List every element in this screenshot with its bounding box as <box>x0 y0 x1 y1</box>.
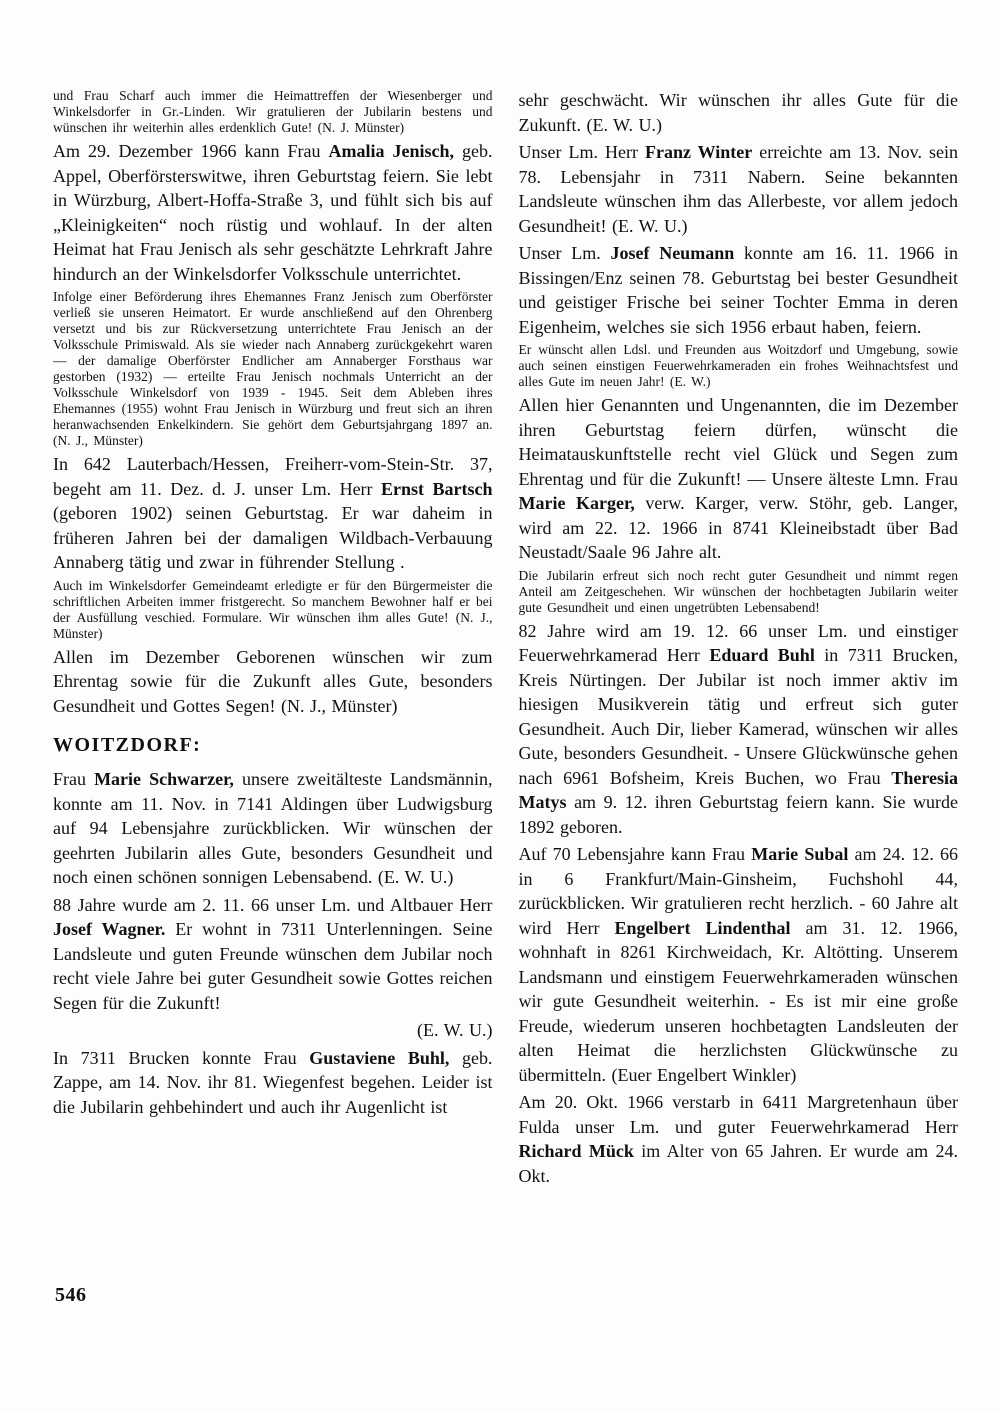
text-segment: In 642 Lauterbach/Hessen, Freiherr-vom-Stein-Str. 37, begeht am 11. Dez. d. J. unser Lm. Herr <box>53 454 493 499</box>
text-segment: Unser Lm. Herr <box>518 142 645 162</box>
paragraph <box>519 241 959 339</box>
text-segment: geb. Zappe, am 14. Nov. ihr 81. Wiegenfest begehen. Leider ist die Jubilarin gehbehindert und auch ihr Augenlicht ist <box>53 1047 493 1117</box>
paragraph <box>519 619 959 840</box>
text-segment: Allen hier Genannten und Ungenannten, die im Dezember ihren Geburtstag feiern dürfen, wünscht die Heimatauskunftstelle recht viel Glück und Segen zum Ehrentag und für die Zukunft! — Unsere älteste Lmn. Frau <box>518 395 958 489</box>
text-segment: Er wünscht allen Ldsl. und Freunden aus Woitzdorf und Umgebung, sowie auch seinen einstigen Feuerwehrkameraden ein frohes Weihnachtsfest und alles Gute im neuen Jahr! (E. W.) <box>518 342 958 389</box>
emphasized-name: Ernst Bartsch <box>381 478 493 499</box>
emphasized-name: Richard Mück <box>518 1141 634 1161</box>
emphasized-name: Engelbert Lindenthal <box>614 917 791 938</box>
text-segment: Am 20. Okt. 1966 verstarb in 6411 Margretenhaun über Fulda unser Lm. und guter Feuerwehrkamerad Herr <box>518 1092 958 1137</box>
text-segment: Infolge einer Beförderung ihres Ehemannes Franz Jenisch zum Oberförster verließ sie unseren Heimatort. Er wurde anschließend auf den Ohrenberg versetzt und bis zur Rückversetzung unterrichtete Frau Jenisch an der Volksschule Primiswald. Als sie wieder nach Annaberg zurückgekehrt waren — der damalige Oberförster Endlicher am Annaberger Forsthaus war gestorben (1932) — erteilte Frau Jenisch nochmals Unterricht an der Volksschule Winkelsdorf von 1939 - 1945. Seit dem Ableben ihres Ehemannes (1955) wohnt Frau Jenisch in Würzburg und freut sich an ihren heranwachsenden Enkelkindern. Sie gehört dem Geburtsjahrgang 1897 an. (N. J., Münster) <box>53 289 493 448</box>
text-columns <box>53 88 958 1278</box>
text-segment: Frau <box>53 769 95 789</box>
text-segment: Er wohnt in 7311 Unterlenningen. Seine Landsleute und guten Freunde wünschen dem Jubilar noch recht viele Jahre bei guter Gesundheit sowie Gottes reichen Segen für die Zukunft! <box>53 919 493 1013</box>
paragraph <box>519 393 959 565</box>
paragraph <box>53 289 493 449</box>
emphasized-name: Franz Winter <box>644 142 753 162</box>
paragraph <box>519 568 959 616</box>
text-segment: Auf 70 Lebensjahre kann Frau <box>518 844 752 864</box>
text-segment: unsere zweitälteste Landsmännin, konnte am 11. Nov. in 7141 Aldingen über Ludwigsburg auf 94 Lebensjahre zurückblicken. Wir wünschen der geehrten Jubilarin alles Gute, besonders Gesundheit und noch einen schönen sonnigen Lebensabend. (E. W. U.) <box>53 769 493 887</box>
text-segment: geb. Appel, Oberförsterswitwe, ihren Geburtstag feiern. Sie lebt in Würzburg, Albert-Hoffa-Straße 3, und fühlt sich bis auf „Kleinigkeiten“ noch rüstig und wohlauf. In der alten Heimat hat Frau Jenisch als sehr geschätzte Lehrkraft Jahre hindurch an der Winkelsdorfer Volksschule unterrichtet. <box>53 141 493 284</box>
paragraph <box>519 842 959 1087</box>
emphasized-name: Eduard Buhl <box>709 645 815 665</box>
text-segment: Unser Lm. <box>518 243 611 263</box>
text-segment: verw. Karger, verw. Stöhr, geb. Langer, wird am 22. 12. 1966 in 8741 Kleineibstadt über Bad Neustadt/Saale 96 Jahre alt. <box>518 493 958 562</box>
paragraph <box>53 139 493 286</box>
right-column <box>519 88 959 1278</box>
text-segment: konnte am 16. 11. 1966 in Bissingen/Enz seinen 78. Geburtstag bei bester Gesundheit und geistiger Frische bei seiner Tochter Emma in deren Eigenheim, welches sie sich 1956 erbaut haben, feiern. <box>518 243 958 337</box>
paragraph <box>519 140 959 238</box>
emphasized-name: Amalia Jenisch, <box>328 141 454 161</box>
left-column <box>53 88 493 1278</box>
text-segment: Am 29. Dezember 1966 kann Frau <box>53 141 329 161</box>
text-segment: und Frau Scharf auch immer die Heimattreffen der Wiesenberger und Winkelsdorfer in Gr.-Linden. Wir gratulieren der Jubilarin bestens und wünschen ihr weiterhin alles erdenklich Gute! (N. J. Münster) <box>53 88 493 135</box>
paragraph <box>519 342 959 390</box>
text-segment: am 24. 12. 66 in 6 Frankfurt/Main-Ginsheim, Fuchshohl 44, zurückblicken. Wir gratulieren recht herzlich. - 60 Jahre alt wird Herr <box>518 844 958 938</box>
paragraph <box>53 578 493 642</box>
emphasized-name: Josef Neumann <box>610 243 735 263</box>
paragraph <box>53 452 493 575</box>
paragraph <box>53 88 493 136</box>
text-segment: Die Jubilarin erfreut sich noch recht guter Gesundheit und nimmt regen Anteil am Zeitgeschehen. Wir wünschen der hochbetagten Jubilarin weiter gute Gesundheit und einen ungetrübten Lebensabend! <box>518 567 958 615</box>
text-segment: erreichte am 13. Nov. sein 78. Lebensjahr in 7311 Nabern. Seine bekannten Landsleute wünschen ihm das Allerbeste, vor allem jedoch Gesundheit! (E. W. U.) <box>518 142 958 236</box>
paragraph <box>53 645 493 719</box>
paragraph <box>519 1090 959 1188</box>
text-segment: am 9. 12. ihren Geburtstag feiern kann. Sie wurde 1892 geboren. <box>518 792 958 837</box>
emphasized-name: Marie Schwarzer, <box>94 769 234 789</box>
text-segment: 82 Jahre wird am 19. 12. 66 unser Lm. und einstiger Feuerwehrkamerad Herr <box>518 620 958 665</box>
emphasized-name: WOITZDORF: <box>53 734 202 756</box>
emphasized-name: Marie Subal <box>751 844 849 864</box>
paragraph <box>53 893 493 1016</box>
text-segment: im Alter von 65 Jahren. Er wurde am 24. Okt. <box>518 1141 958 1186</box>
paragraph <box>53 1018 493 1043</box>
text-segment: In 7311 Brucken konnte Frau <box>53 1047 310 1068</box>
emphasized-name: Theresia Matys <box>518 767 958 812</box>
emphasized-name: Gustaviene Buhl, <box>309 1047 450 1068</box>
emphasized-name: Marie Karger, <box>518 493 635 513</box>
text-segment: in 7311 Brucken, Kreis Nürtingen. Der Jubilar ist noch immer aktiv im hiesigen Musikverein tätig und erfreut sich guter Gesundheit. Auch Dir, lieber Kamerad, wünschen wir alles Gute, besonders Gesundheit. - Unsere Glückwünsche gehen nach 6961 Bofsheim, Kreis Buchen, wo Frau <box>518 645 958 788</box>
text-segment: sehr geschwächt. Wir wünschen ihr alles Gute für die Zukunft. (E. W. U.) <box>518 90 958 135</box>
paragraph <box>53 767 493 890</box>
section-heading <box>53 734 493 757</box>
text-segment: am 31. 12. 1966, wohnhaft in 8261 Kirchweidach, Kr. Altötting. Unserem Landsmann und einstigem Feuerwehrkameraden wünschen wir gute Gesundheit weiterhin. - Es ist mir eine große Freude, wiederum unseren hochbetagten Landsleuten der alten Heimat die herzlichsten Glückwünsche zu übermitteln. (Euer Engelbert Winkler) <box>518 917 958 1085</box>
text-segment: (geboren 1902) seinen Geburtstag. Er war daheim in früheren Jahren bei der damaligen Wildbach-Verbauung Annaberg tätig und zwar in führender Stellung . <box>53 503 493 572</box>
text-segment: Allen im Dezember Geborenen wünschen wir zum Ehrentag sowie für die Zukunft alles Gute, besonders Gesundheit und Gottes Segen! (N. J., Münster) <box>53 646 493 716</box>
text-segment: 88 Jahre wurde am 2. 11. 66 unser Lm. und Altbauer Herr <box>53 894 493 915</box>
text-segment: Auch im Winkelsdorfer Gemeindeamt erledigte er für den Bürgermeister die schriftlichen Arbeiten immer fristgerecht. So manchem Bewohner half er bei der Ausfüllung veschied. Formulare. Wir wünschen ihm alles Gute! (N. J., Münster) <box>53 577 493 641</box>
text-segment: (E. W. U.) <box>417 1020 493 1040</box>
page-number: 546 <box>55 1284 87 1306</box>
paragraph <box>519 88 959 137</box>
paragraph <box>53 1046 493 1120</box>
emphasized-name: Josef Wagner. <box>53 919 166 939</box>
